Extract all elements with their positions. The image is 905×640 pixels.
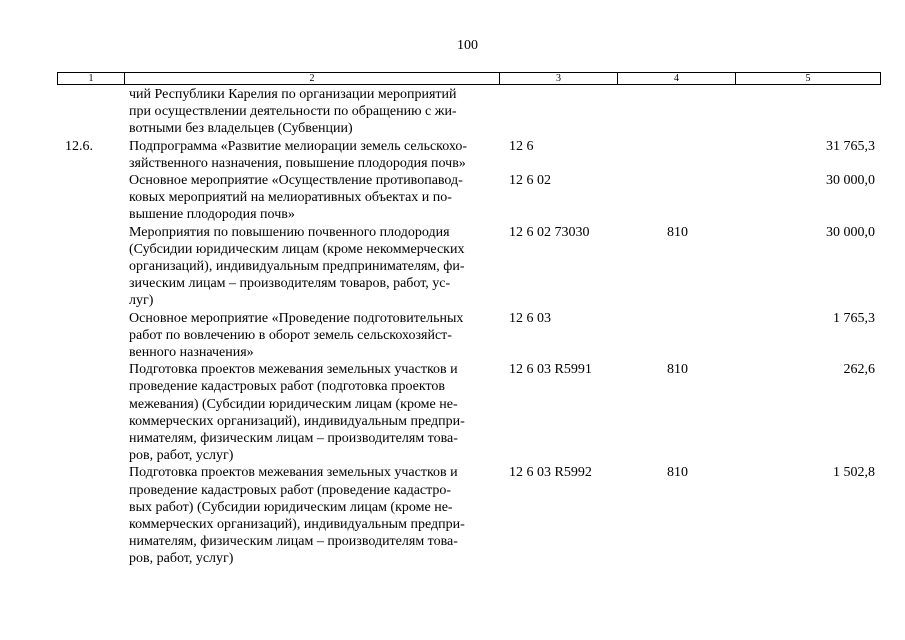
row-description xyxy=(129,310,494,362)
target-code: 12 6 02 73030 xyxy=(509,224,590,240)
description-line: чий Республики Карелия по организации мероприятий xyxy=(129,87,457,102)
amount: 31 765,3 xyxy=(826,138,875,154)
description-line: организаций), индивидуальным предпринимателям, фи- xyxy=(129,259,465,275)
table-row xyxy=(57,464,880,567)
description-line: вых работ) (Субсидии юридическим лицам (кроме не- xyxy=(129,499,453,515)
table-row xyxy=(57,138,880,172)
description-line: работ по вовлечению в оборот земель сельскохозяйст- xyxy=(129,327,452,343)
description-line: Основное мероприятие «Проведение подготовительных xyxy=(129,310,464,326)
table-row xyxy=(57,86,880,138)
description-line: вотными без владельцев (Субвенции) xyxy=(129,121,353,137)
table-row xyxy=(57,361,880,464)
row-description xyxy=(129,172,494,224)
column-header-2: 2 xyxy=(125,73,500,85)
column-header-4: 4 xyxy=(618,73,736,85)
description-line: коммерческих организаций), индивидуальным предпри- xyxy=(129,413,465,429)
table-row xyxy=(57,172,880,224)
column-header-1: 1 xyxy=(58,73,125,85)
page-number: 100 xyxy=(457,38,478,53)
description-line: Подготовка проектов межевания земельных участков и xyxy=(129,362,458,378)
description-line: нимателям, физическим лицам – производителям това- xyxy=(129,534,458,550)
description-line: зическим лицам – производителям товаров, работ, ус- xyxy=(129,276,451,292)
expense-type: 810 xyxy=(667,362,688,378)
description-line: венного назначения» xyxy=(129,345,254,361)
table-row xyxy=(57,310,880,362)
amount: 30 000,0 xyxy=(826,173,875,189)
row-description xyxy=(129,361,494,464)
description-line: межевания) (Субсидии юридическим лицам (кроме не- xyxy=(129,396,458,412)
amount: 1 765,3 xyxy=(833,310,875,326)
description-line: коммерческих организаций), индивидуальным предпри- xyxy=(129,517,465,533)
row-description xyxy=(129,224,494,310)
row-description xyxy=(129,464,494,567)
column-header-table xyxy=(57,72,881,85)
column-header-row xyxy=(58,73,881,85)
amount: 30 000,0 xyxy=(826,224,875,240)
column-header-3: 3 xyxy=(500,73,618,85)
column-header-5: 5 xyxy=(736,73,881,85)
amount: 1 502,8 xyxy=(833,465,875,481)
target-code: 12 6 03 xyxy=(509,310,551,326)
description-line: нимателям, физическим лицам – производителям това- xyxy=(129,431,458,447)
table-row xyxy=(57,224,880,310)
description-line: вышение плодородия почв» xyxy=(129,207,295,223)
description-line: ров, работ, услуг) xyxy=(129,448,234,464)
description-line: Подготовка проектов межевания земельных участков и xyxy=(129,465,458,481)
description-line: ров, работ, услуг) xyxy=(129,551,234,567)
description-line: проведение кадастровых работ (подготовка проектов xyxy=(129,379,445,395)
target-code: 12 6 03 R5992 xyxy=(509,465,592,481)
amount: 262,6 xyxy=(843,362,875,378)
description-line: зяйственного назначения, повышение плодородия почв» xyxy=(129,155,466,171)
target-code: 12 6 02 xyxy=(509,173,551,189)
budget-table-body xyxy=(57,86,880,568)
description-line: при осуществлении деятельности по обращению с жи- xyxy=(129,104,457,120)
description-line: Основное мероприятие «Осуществление противопавод- xyxy=(129,173,463,189)
row-description xyxy=(129,138,494,172)
expense-type: 810 xyxy=(667,465,688,481)
row-number: 12.6. xyxy=(65,138,93,154)
description-line: Мероприятия по повышению почвенного плодородия xyxy=(129,224,450,240)
description-line: Подпрограмма «Развитие мелиорации земель сельскохо- xyxy=(129,138,468,154)
target-code: 12 6 xyxy=(509,138,534,154)
description-line: (Субсидии юридическим лицам (кроме некоммерческих xyxy=(129,241,465,257)
row-description xyxy=(129,86,494,138)
expense-type: 810 xyxy=(667,224,688,240)
description-line: луг) xyxy=(129,293,154,309)
target-code: 12 6 03 R5991 xyxy=(509,362,592,378)
description-line: проведение кадастровых работ (проведение кадастро- xyxy=(129,482,452,498)
description-line: ковых мероприятий на мелиоративных объектах и по- xyxy=(129,190,452,206)
